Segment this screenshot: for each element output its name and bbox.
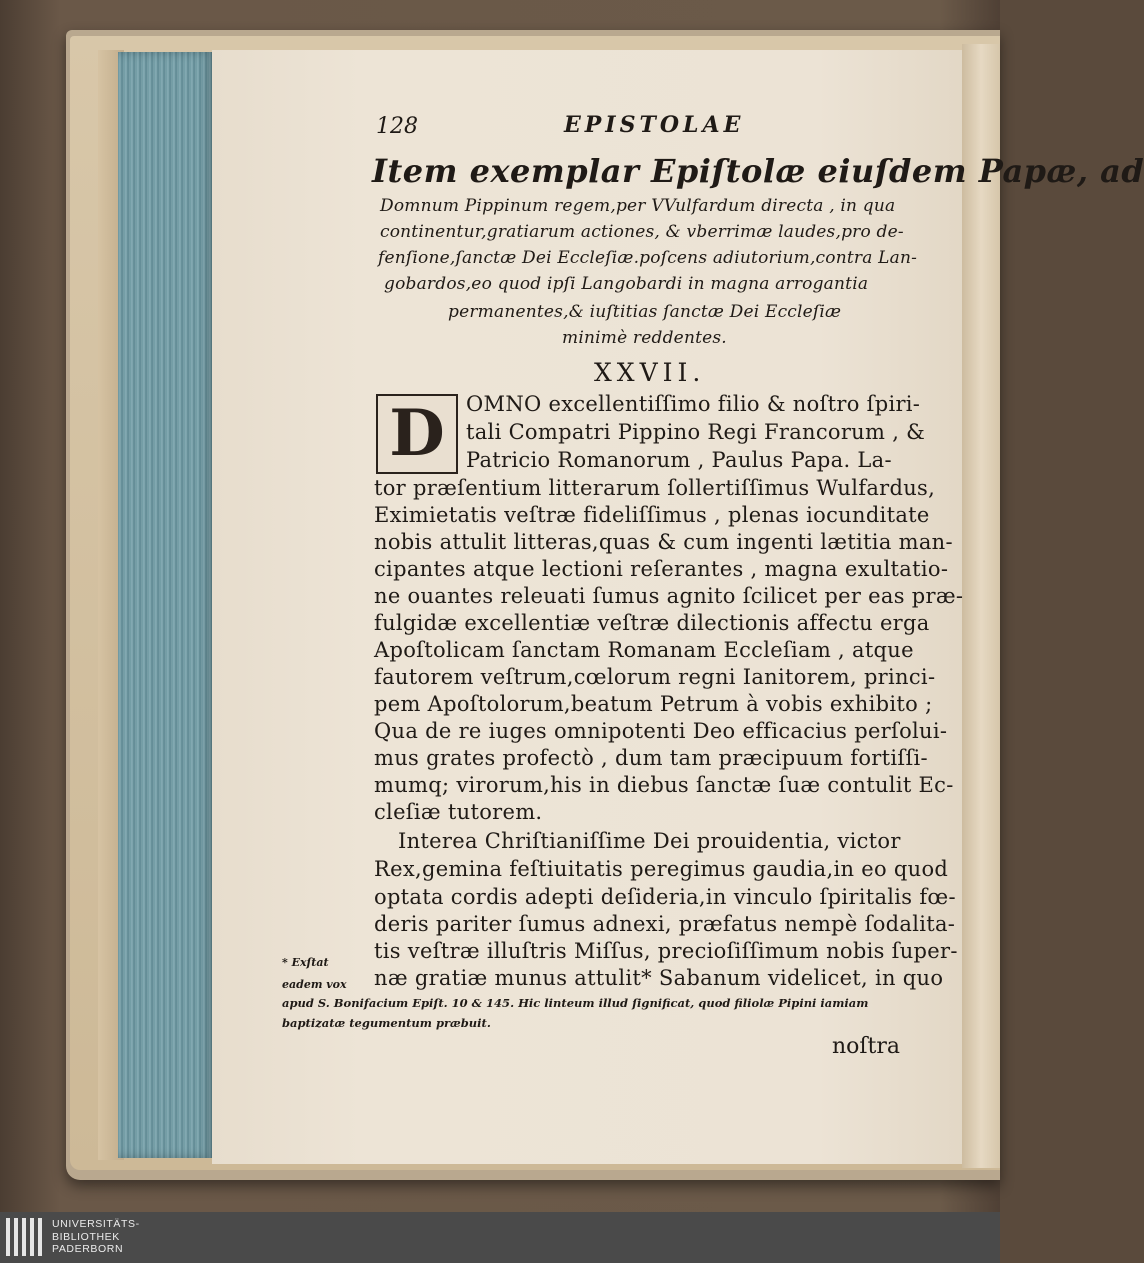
library-name-line: BIBLIOTHEK xyxy=(52,1230,120,1243)
catchword: noſtra xyxy=(832,1034,901,1059)
footnote-line: apud S. Bonifacium Epiſt. 10 & 145. Hic linteum illud ſignificat, quod filiolæ Pipini iamiam xyxy=(282,996,869,1010)
body-line: optata cordis adepti deſideria,in vinculo ſpiritalis fœ- xyxy=(374,885,956,909)
subtitle-line: continentur,gratiarum actiones, & vberrimæ laudes,pro de- xyxy=(380,222,904,242)
subtitle-line: fenſione,ſanctæ Dei Eccleſiæ.poſcens adiutorium,contra Lan- xyxy=(378,248,918,268)
margin-note-line: * Exſtat xyxy=(282,956,329,969)
body-line: OMNO excellentiſſimo filio & noſtro ſpiri- xyxy=(466,392,921,416)
body-line: nobis attulit litteras,quas & cum ingenti lætitia man- xyxy=(374,530,953,554)
body-line: tis veſtræ illuſtris Miſſus, precioſiſſimum nobis ſuper- xyxy=(374,939,958,963)
body-line: Interea Chriſtianiſſime Dei prouidentia, victor xyxy=(398,829,901,853)
body-line: Qua de re iuges omnipotenti Deo efficacius perſolui- xyxy=(374,719,948,743)
library-logo-icon xyxy=(6,1218,44,1256)
body-line: Eximietatis veſtræ fideliſſimus , plenas iocunditate xyxy=(374,503,930,527)
body-line: fulgidæ excellentiæ veſtræ dilectionis affectu erga xyxy=(374,611,930,635)
library-name xyxy=(52,1218,140,1256)
body-line: pem Apoſtolorum,beatum Petrum à vobis exhibito ; xyxy=(374,692,933,716)
subtitle-line: minimè reddentes. xyxy=(562,328,727,348)
letter-heading: Item exemplar Epiſtolæ eiuſdem Papæ, ad xyxy=(372,152,1144,190)
body-line: tali Compatri Pippino Regi Francorum , & xyxy=(466,420,926,444)
body-line: næ gratiæ munus attulit* Sabanum videlicet, in quo xyxy=(374,966,944,990)
page-stack-edge xyxy=(118,52,214,1158)
drop-cap-letter: D xyxy=(389,396,445,471)
subtitle-line: Domnum Pippinum regem,per VVulfardum directa , in qua xyxy=(380,196,896,216)
subtitle-line: permanentes,& iuſtitias ſanctæ Dei Eccleſiæ xyxy=(448,302,842,322)
body-line: ne ouantes releuati ſumus agnito ſcilicet per eas præ- xyxy=(374,584,964,608)
body-line: deris pariter ſumus adnexi, præfatus nempè ſodalita- xyxy=(374,912,956,936)
running-head xyxy=(376,112,916,148)
body-line: mus grates profectò , dum tam præcipuum fortiſſi- xyxy=(374,746,928,770)
body-line: Apoſtolicam ſanctam Romanam Eccleſiam , atque xyxy=(374,638,914,662)
library-logo-bar xyxy=(0,1212,1000,1263)
page-gutter xyxy=(962,44,1000,1168)
body-line: cipantes atque lectioni reſerantes , magna exultatio- xyxy=(374,557,949,581)
body-line: Patricio Romanorum , Paulus Papa. La- xyxy=(466,448,892,472)
library-name-line: UNIVERSITÄTS- xyxy=(52,1218,140,1230)
body-line: fautorem veſtrum,cœlorum regni Ianitorem, princi- xyxy=(374,665,936,689)
running-title: EPISTOLAE xyxy=(564,112,745,138)
body-line: tor præſentium litterarum ſollertiſſimus Wulfardus, xyxy=(374,476,936,500)
subtitle-line: gobardos,eo quod ipſi Langobardi in magna arrogantia xyxy=(384,274,869,294)
body-line: mumq; virorum,his in diebus ſanctæ ſuæ contulit Ec- xyxy=(374,773,954,797)
page-number: 128 xyxy=(376,114,418,139)
body-line: cleſiæ tutorem. xyxy=(374,800,543,824)
library-name-line: PADERBORN xyxy=(52,1243,124,1255)
body-line: Rex,gemina feſtiuitatis peregimus gaudia,in eo quod xyxy=(374,857,949,881)
margin-note-line: eadem vox xyxy=(282,978,347,991)
letter-number: XXVII. xyxy=(594,358,706,387)
footnote-line: baptizatæ tegumentum præbuit. xyxy=(282,1016,491,1030)
drop-cap xyxy=(376,394,458,474)
